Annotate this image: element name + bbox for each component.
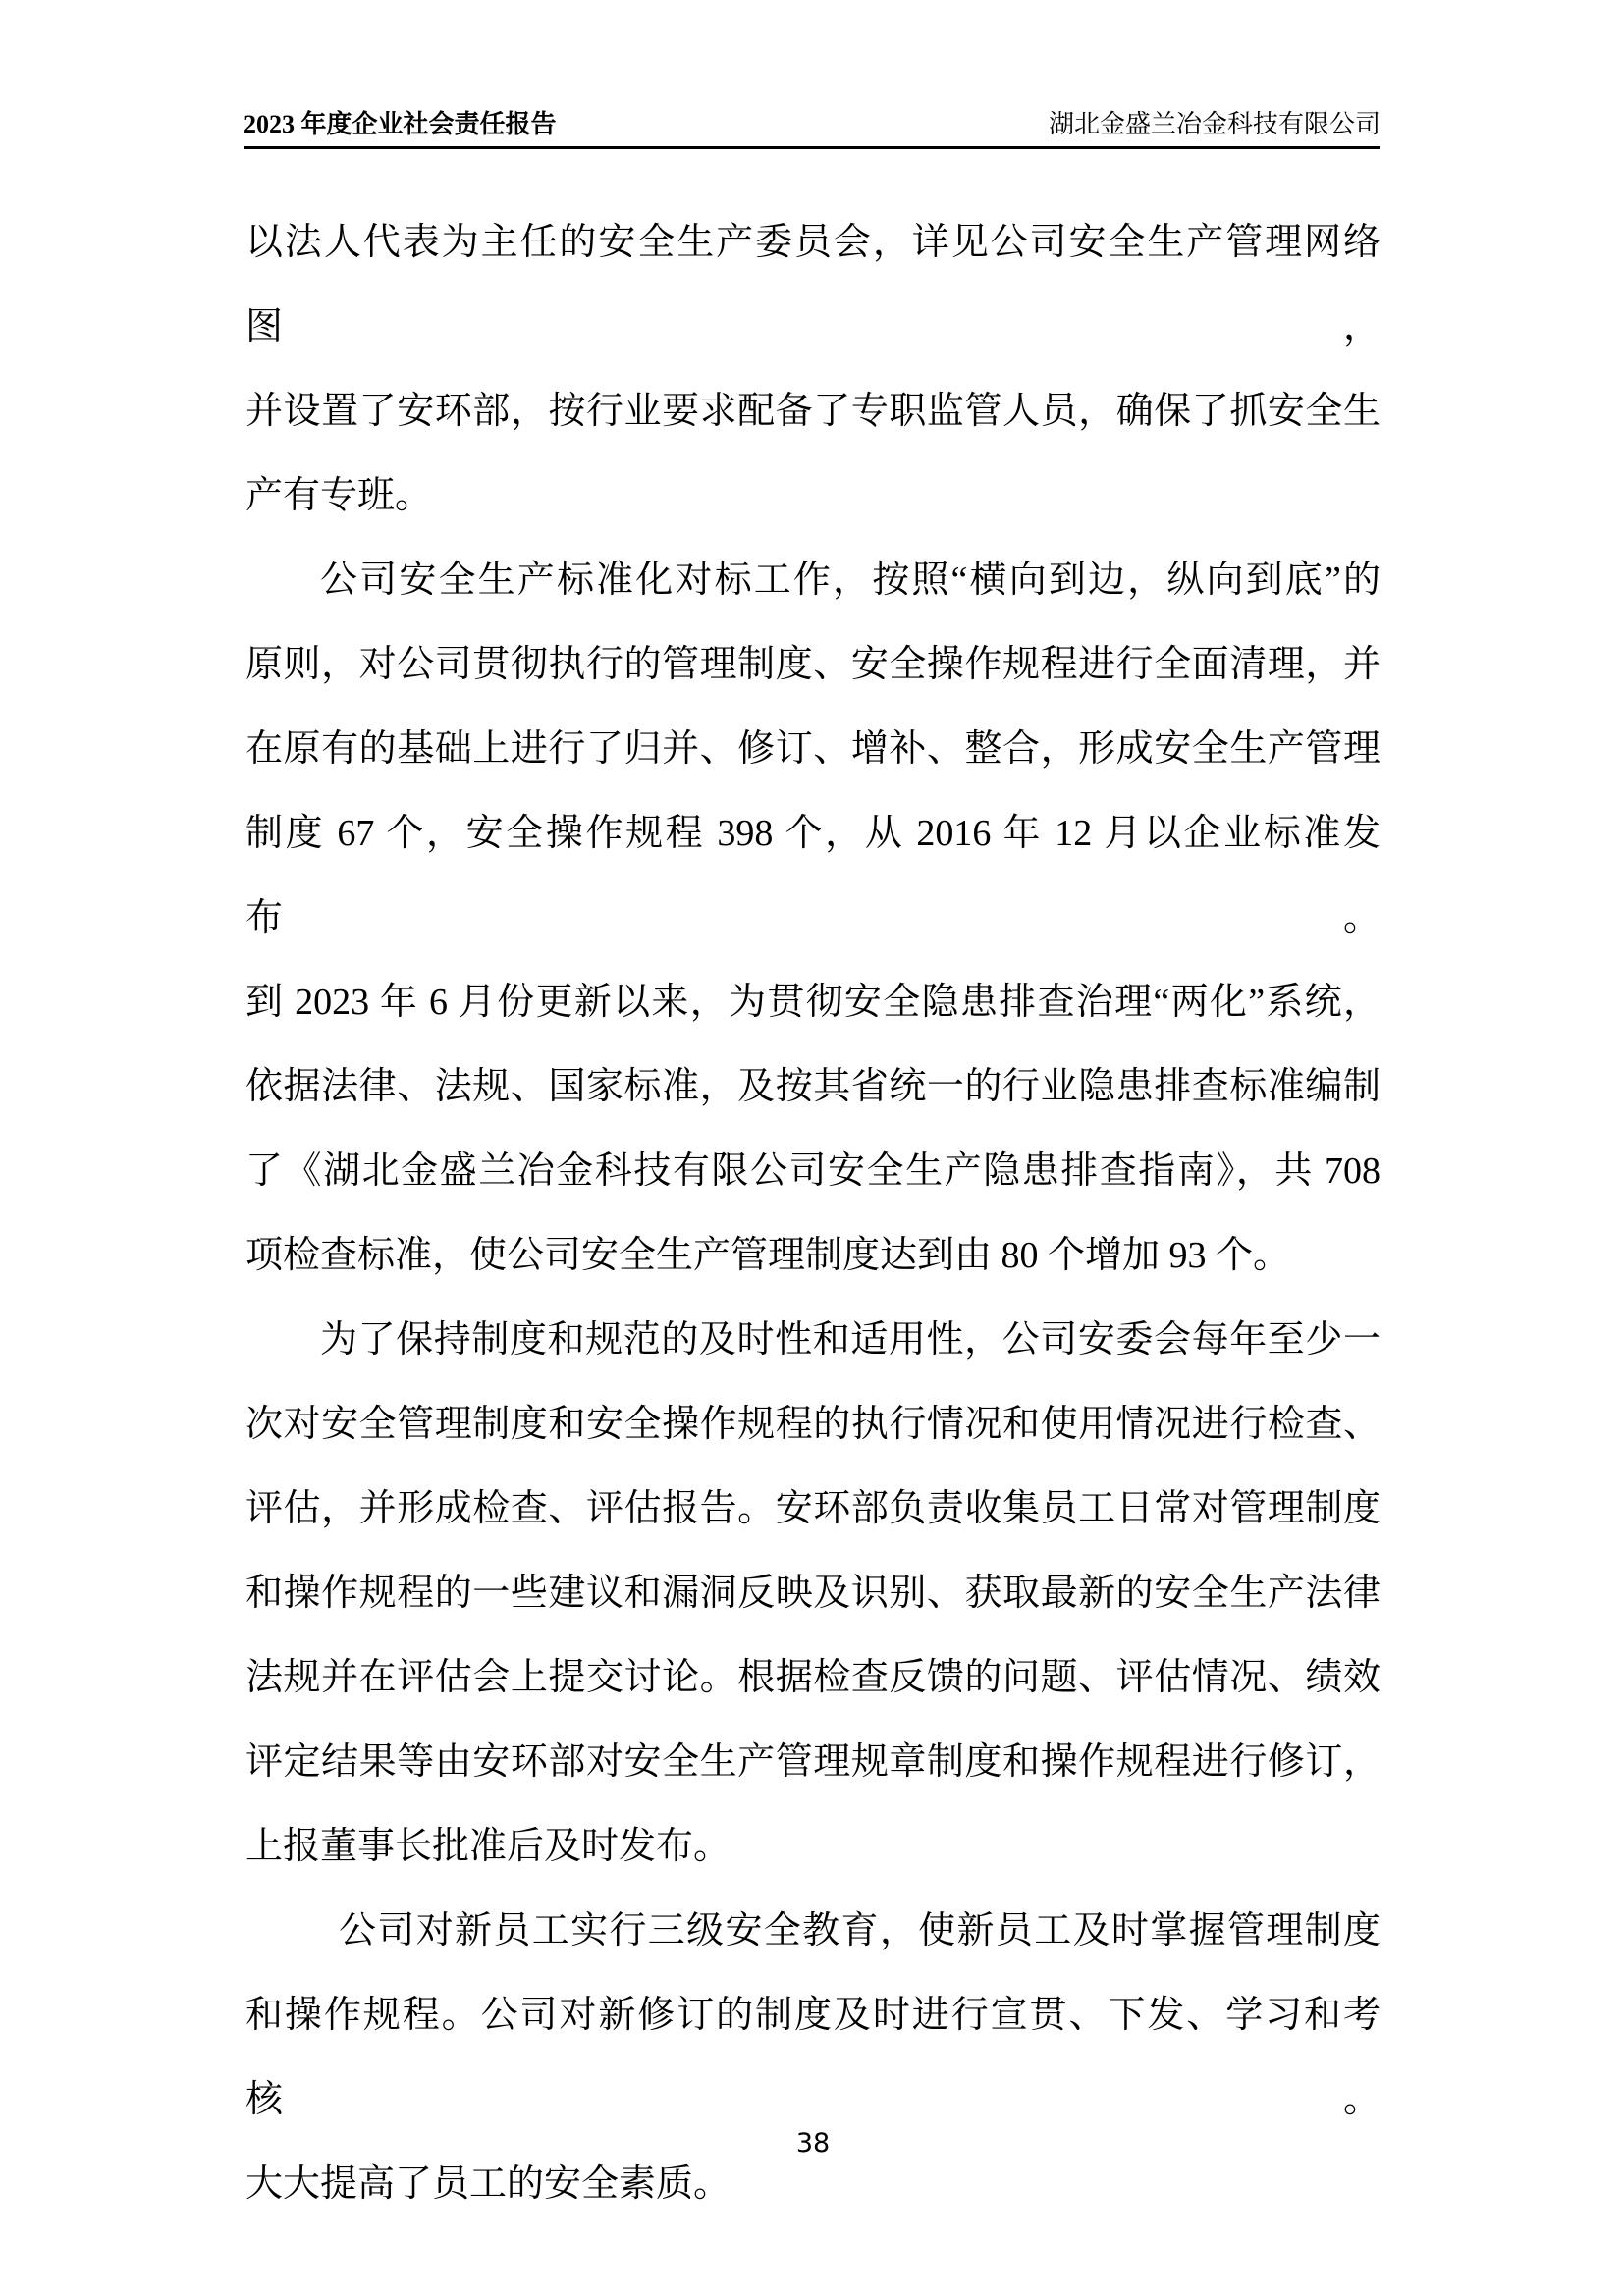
body-line: 依据法律、法规、国家标准，及按其省统一的行业隐患排查标准编制 bbox=[245, 1066, 1380, 1107]
body-text bbox=[245, 200, 1380, 2226]
body-line: 和操作规程。公司对新修订的制度及时进行宣贯、下发、学习和考核。 bbox=[245, 1995, 1380, 2120]
body-line: 公司对新员工实行三级安全教育，使新员工及时掌握管理制度 bbox=[339, 1910, 1380, 1951]
body-line: 大大提高了员工的安全素质。 bbox=[245, 2163, 731, 2205]
body-line: 并设置了安环部，按行业要求配备了专职监管人员，确保了抓安全生 bbox=[245, 391, 1380, 432]
body-line: 上报董事长批准后及时发布。 bbox=[245, 1826, 731, 1867]
body-line: 产有专班。 bbox=[245, 475, 433, 516]
header-company-name: 湖北金盛兰冶金科技有限公司 bbox=[1048, 110, 1380, 138]
body-line: 次对安全管理制度和安全操作规程的执行情况和使用情况进行检查、 bbox=[245, 1404, 1380, 1445]
header-report-title: 2023 年度企业社会责任报告 bbox=[244, 110, 557, 138]
body-line: 以法人代表为主任的安全生产委员会，详见公司安全生产管理网络图， bbox=[245, 222, 1380, 347]
page-header bbox=[244, 108, 1380, 149]
body-line: 了《湖北金盛兰冶金科技有限公司安全生产隐患排查指南》，共 708 bbox=[245, 1150, 1380, 1192]
body-line: 评定结果等由安环部对安全生产管理规章制度和操作规程进行修订， bbox=[245, 1741, 1380, 1783]
page-number: 38 bbox=[795, 2128, 831, 2159]
body-line: 项检查标准，使公司安全生产管理制度达到由 80 个增加 93 个。 bbox=[245, 1235, 1291, 1276]
body-line: 评估，并形成检查、评估报告。安环部负责收集员工日常对管理制度 bbox=[245, 1488, 1380, 1529]
body-line: 和操作规程的一些建议和漏洞反映及识别、获取最新的安全生产法律 bbox=[245, 1573, 1380, 1614]
body-line: 法规并在评估会上提交讨论。根据检查反馈的问题、评估情况、绩效 bbox=[245, 1657, 1380, 1698]
body-line: 在原有的基础上进行了归并、修订、增补、整合，形成安全生产管理 bbox=[245, 728, 1380, 770]
body-line: 为了保持制度和规范的及时性和适用性，公司安委会每年至少一 bbox=[320, 1319, 1380, 1361]
body-line: 制度 67 个，安全操作规程 398 个，从 2016 年 12 月以企业标准发布。 bbox=[245, 813, 1380, 938]
body-line: 原则，对公司贯彻执行的管理制度、安全操作规程进行全面清理，并 bbox=[245, 644, 1380, 685]
body-line: 公司安全生产标准化对标工作，按照“横向到边，纵向到底”的 bbox=[320, 560, 1380, 601]
body-line: 到 2023 年 6 月份更新以来，为贯彻安全隐患排查治理“两化”系统， bbox=[245, 982, 1380, 1023]
